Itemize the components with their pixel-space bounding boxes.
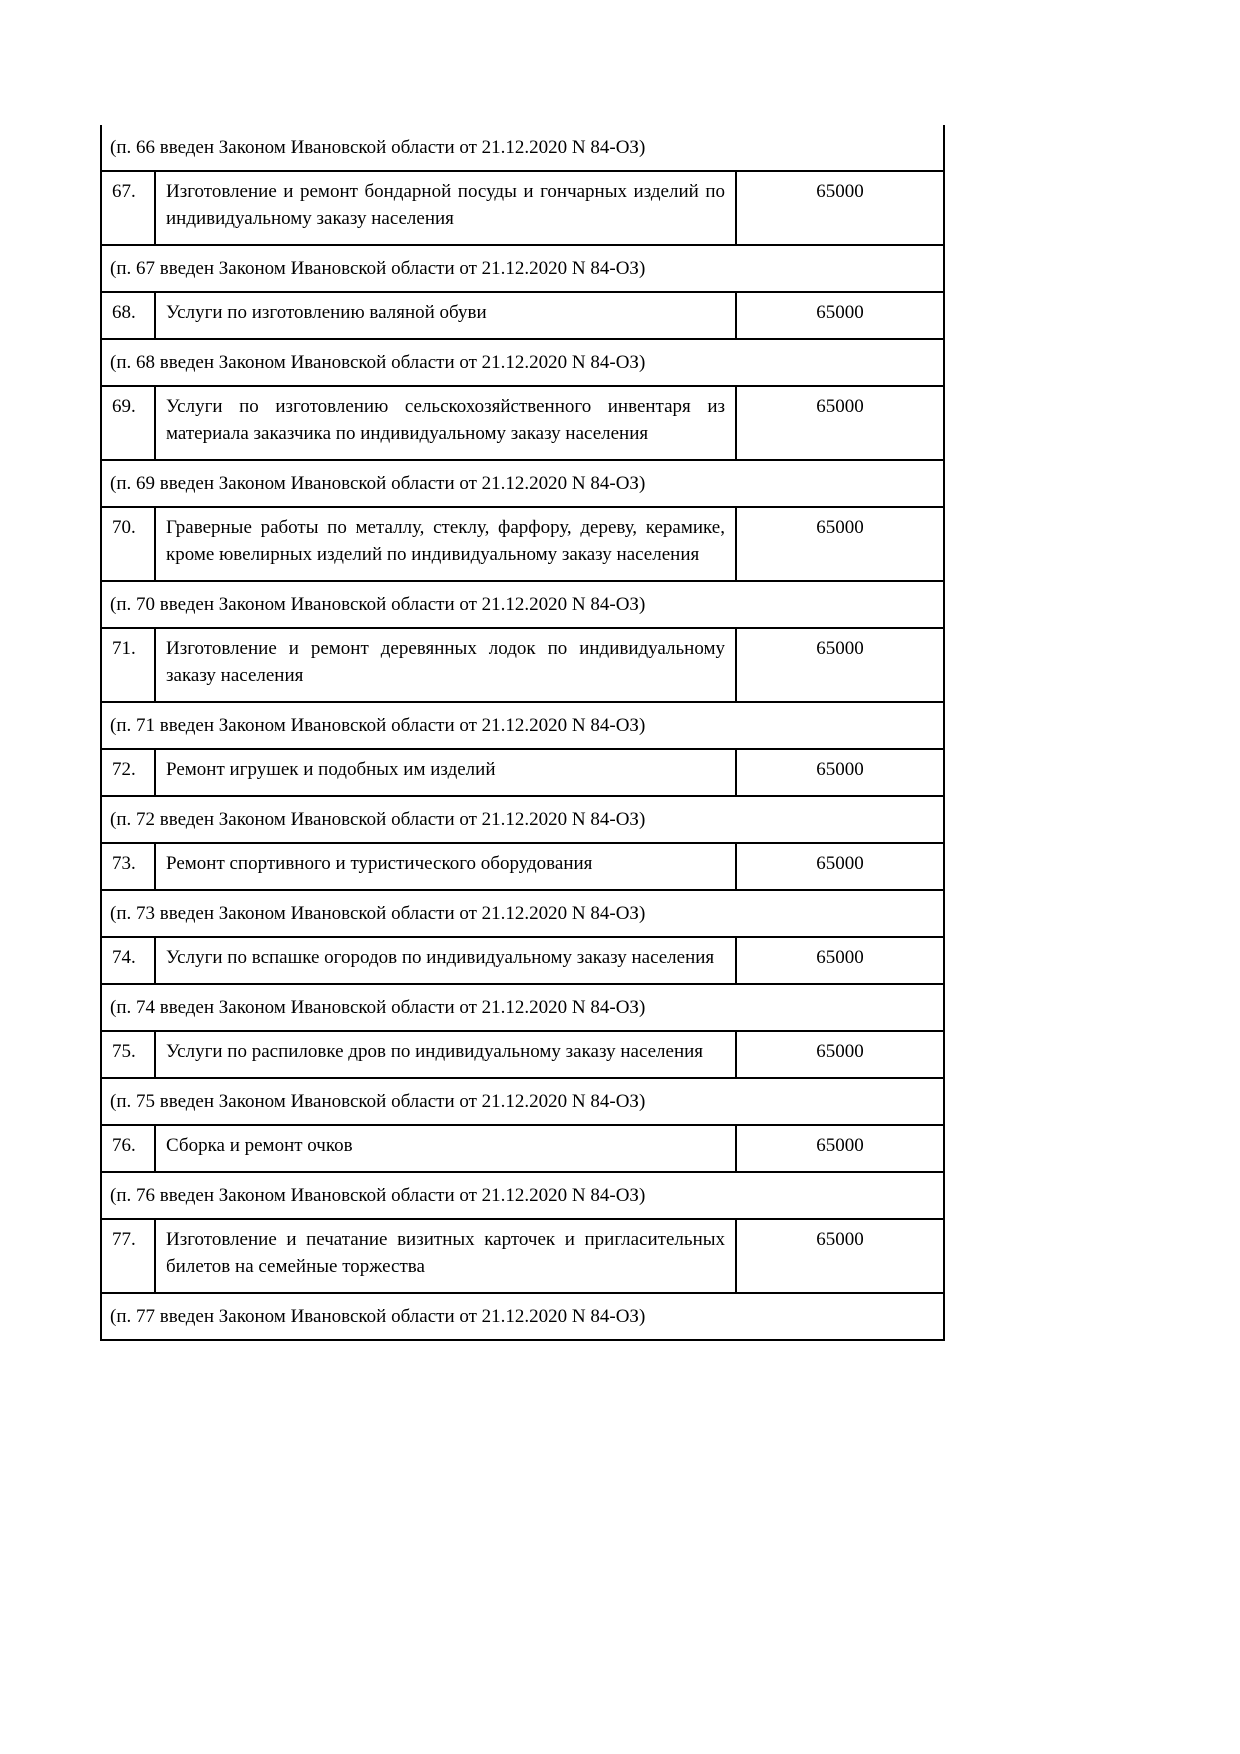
continuation-note: (п. 66 введен Законом Ивановской области от 21.12.2020 N 84-ОЗ): [100, 125, 945, 170]
row-number: 77.: [112, 1229, 136, 1250]
row-number: 76.: [112, 1135, 136, 1156]
row-value: 65000: [816, 1229, 864, 1250]
row-note: (п. 74 введен Законом Ивановской области от 21.12.2020 N 84-ОЗ): [100, 983, 945, 1030]
table-row: [100, 1124, 945, 1171]
row-number: 72.: [112, 759, 136, 780]
row-description: Ремонт спортивного и туристического оборудования: [154, 844, 737, 889]
row-value: 65000: [816, 396, 864, 417]
table-row: [100, 170, 945, 244]
table-row: [100, 842, 945, 889]
row-value: 65000: [816, 759, 864, 780]
table-row: [100, 1218, 945, 1292]
row-value: 65000: [816, 853, 864, 874]
row-description: Услуги по вспашке огородов по индивидуальному заказу населения: [154, 938, 737, 983]
row-number: 74.: [112, 947, 136, 968]
row-description: Изготовление и ремонт деревянных лодок по индивидуальному заказу населения: [154, 629, 737, 701]
row-number: 70.: [112, 517, 136, 538]
row-note: (п. 76 введен Законом Ивановской области от 21.12.2020 N 84-ОЗ): [100, 1171, 945, 1218]
row-value: 65000: [816, 517, 864, 538]
row-value: 65000: [816, 638, 864, 659]
row-note: (п. 71 введен Законом Ивановской области от 21.12.2020 N 84-ОЗ): [100, 701, 945, 748]
row-number: 71.: [112, 638, 136, 659]
row-value: 65000: [816, 181, 864, 202]
row-number: 69.: [112, 396, 136, 417]
row-value: 65000: [816, 947, 864, 968]
table-row: [100, 627, 945, 701]
row-description: Услуги по изготовлению валяной обуви: [154, 293, 737, 338]
row-value: 65000: [816, 1041, 864, 1062]
row-description: Ремонт игрушек и подобных им изделий: [154, 750, 737, 795]
row-note: (п. 69 введен Законом Ивановской области от 21.12.2020 N 84-ОЗ): [100, 459, 945, 506]
table-row: [100, 291, 945, 338]
row-description: Услуги по изготовлению сельскохозяйственного инвентаря из материала заказчика по индивидуальному заказу населения: [154, 387, 737, 459]
row-note: (п. 73 введен Законом Ивановской области от 21.12.2020 N 84-ОЗ): [100, 889, 945, 936]
table-row: [100, 936, 945, 983]
table-row: [100, 385, 945, 459]
row-note: (п. 70 введен Законом Ивановской области от 21.12.2020 N 84-ОЗ): [100, 580, 945, 627]
table-row: [100, 506, 945, 580]
row-note: (п. 72 введен Законом Ивановской области от 21.12.2020 N 84-ОЗ): [100, 795, 945, 842]
row-description: Граверные работы по металлу, стеклу, фарфору, дереву, керамике, кроме ювелирных изделий по индивидуальному заказу населения: [154, 508, 737, 580]
row-description: Сборка и ремонт очков: [154, 1126, 737, 1171]
row-description: Услуги по распиловке дров по индивидуальному заказу населения: [154, 1032, 737, 1077]
row-number: 68.: [112, 302, 136, 323]
table-row: [100, 748, 945, 795]
row-description: Изготовление и ремонт бондарной посуды и гончарных изделий по индивидуальному заказу населения: [154, 172, 737, 244]
row-value: 65000: [816, 1135, 864, 1156]
row-note: (п. 68 введен Законом Ивановской области от 21.12.2020 N 84-ОЗ): [100, 338, 945, 385]
row-value: 65000: [816, 302, 864, 323]
row-number: 73.: [112, 853, 136, 874]
row-note: (п. 75 введен Законом Ивановской области от 21.12.2020 N 84-ОЗ): [100, 1077, 945, 1124]
row-number: 67.: [112, 181, 136, 202]
row-note: (п. 77 введен Законом Ивановской области от 21.12.2020 N 84-ОЗ): [100, 1292, 945, 1339]
row-number: 75.: [112, 1041, 136, 1062]
table-row: [100, 1030, 945, 1077]
row-note: (п. 67 введен Законом Ивановской области от 21.12.2020 N 84-ОЗ): [100, 244, 945, 291]
tariff-table: [100, 125, 945, 1341]
row-description: Изготовление и печатание визитных карточек и пригласительных билетов на семейные торжества: [154, 1220, 737, 1292]
